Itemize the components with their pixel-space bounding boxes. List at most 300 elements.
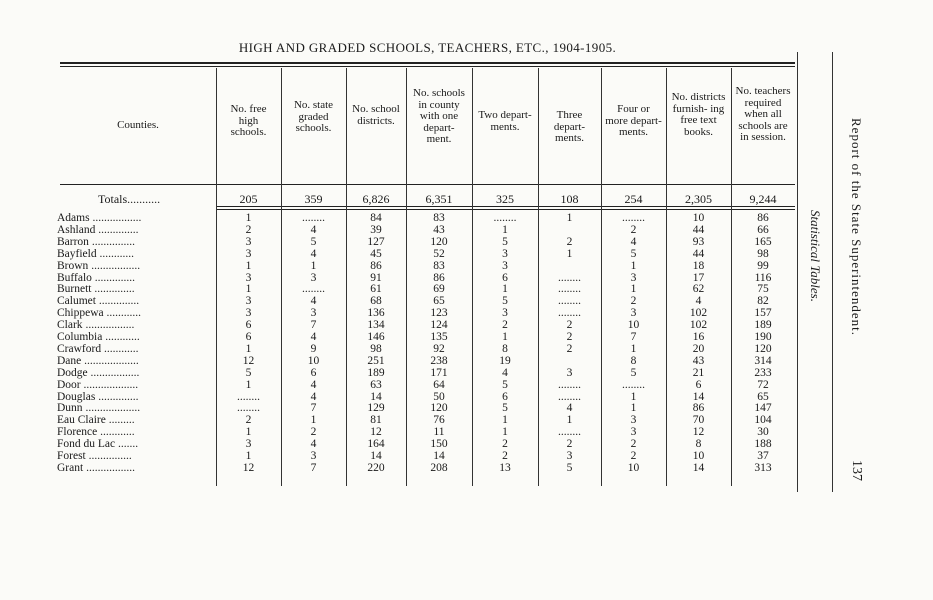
table-cell: 10 — [627, 319, 640, 332]
county-label: Clark — [57, 319, 83, 332]
county-label: Calumet — [57, 295, 96, 308]
table-cell: 1 — [245, 342, 252, 355]
table-cell: 4 — [310, 295, 317, 308]
table-cell: 10 — [692, 450, 705, 462]
table-cell: 104 — [754, 414, 772, 427]
county-label: Eau Claire — [57, 414, 106, 427]
table-cell: 1 — [245, 212, 252, 224]
table-cell: 98 — [757, 247, 769, 260]
table-cell: 2 — [566, 319, 573, 332]
table-cell: 2 — [566, 235, 573, 248]
table-cell: 6 — [502, 271, 508, 284]
table-cell: 1 — [630, 283, 637, 296]
table-cell: 14 — [692, 390, 705, 403]
table-cell: 116 — [754, 271, 772, 284]
table-cell: 102 — [689, 319, 708, 332]
table-cell: 3 — [245, 235, 252, 248]
table-cell: 129 — [367, 402, 385, 415]
table-cell: 12 — [242, 354, 255, 367]
county-label: Douglas — [57, 390, 96, 403]
table-cell: 4 — [310, 223, 317, 236]
table-cell: 50 — [433, 390, 445, 403]
county-name — [57, 224, 207, 236]
county-label: Burnett — [57, 283, 92, 296]
table-cell: ........ — [558, 426, 581, 439]
table-cell: 3 — [310, 450, 317, 462]
table-cell: 44 — [692, 247, 705, 260]
table-cell: 4 — [310, 438, 317, 451]
totals-label-text: Totals — [98, 192, 128, 206]
table-cell: ........ — [558, 378, 581, 391]
table-cell: 7 — [310, 402, 317, 415]
table-cell: 84 — [370, 212, 382, 224]
column-header: Four or more depart- ments. — [605, 103, 662, 138]
header-rule — [60, 184, 795, 185]
table-cell: 4 — [502, 366, 508, 379]
table-cell: 147 — [754, 402, 772, 415]
table-cell: ........ — [302, 212, 325, 224]
county-name — [57, 379, 207, 391]
county-name — [57, 391, 207, 403]
county-leader: ............ — [103, 307, 142, 320]
table-cell: 1 — [630, 259, 637, 272]
table-cell: 6 — [245, 319, 252, 332]
county-name — [57, 426, 207, 438]
table-cell: 188 — [754, 438, 772, 451]
column-divider — [601, 68, 602, 486]
county-label: Brown — [57, 259, 89, 272]
table-cell: 43 — [692, 354, 705, 367]
county-label: Columbia — [57, 331, 103, 343]
table-cell: 8 — [502, 342, 508, 355]
column-header: Counties. — [117, 119, 159, 131]
table-cell: 8 — [695, 438, 702, 451]
county-leader: ............ — [102, 331, 140, 343]
table-cell: 7 — [310, 461, 317, 474]
totals-leader: ........... — [127, 192, 161, 206]
county-name — [57, 260, 207, 272]
county-name — [57, 331, 207, 343]
county-name — [57, 450, 207, 462]
table-cell: 2 — [566, 438, 573, 451]
county-leader: .............. — [95, 223, 139, 236]
table-cell: 102 — [689, 307, 708, 320]
table-cell: 6 — [695, 378, 702, 391]
table-cell: 65 — [433, 295, 445, 308]
table-cell: 1 — [245, 450, 252, 462]
table-cell: 189 — [754, 319, 772, 332]
table-cell: 5 — [245, 366, 252, 379]
table-cell: 44 — [692, 223, 705, 236]
table-cell: 20 — [692, 342, 705, 355]
county-name — [57, 343, 207, 355]
column-header: Three depart- ments. — [553, 109, 586, 144]
table-cell: 4 — [310, 247, 317, 260]
county-name — [57, 236, 207, 248]
column-divider — [731, 68, 732, 486]
column-divider — [281, 68, 282, 486]
table-cell: 2 — [310, 426, 317, 439]
county-name — [57, 367, 207, 379]
table-cell: 3 — [630, 414, 637, 427]
table-cell: 10 — [627, 461, 640, 474]
county-name — [57, 355, 207, 367]
county-leader: ....... — [115, 438, 139, 451]
totals-cell: 108 — [560, 192, 579, 206]
column-header: No. teachers required when all schools are in session. — [735, 85, 791, 143]
table-cell: 10 — [307, 354, 320, 367]
table-cell: 3 — [630, 307, 637, 320]
table-cell: 5 — [630, 366, 637, 379]
table-cell: 39 — [370, 223, 382, 236]
table-cell: 92 — [433, 342, 445, 355]
table-cell: 83 — [433, 212, 445, 224]
side-subtitle: Statistical Tables. — [808, 210, 823, 302]
table-cell: 2 — [502, 438, 508, 451]
table-cell: 86 — [692, 402, 705, 415]
page-title: HIGH AND GRADED SCHOOLS, TEACHERS, ETC., 1904-1905. — [238, 40, 617, 55]
table-cell: 2 — [630, 223, 637, 236]
table-cell: 76 — [433, 414, 445, 427]
county-name — [57, 307, 207, 319]
county-label: Forest — [57, 450, 86, 462]
table-cell: 3 — [310, 307, 317, 320]
table-cell: 52 — [433, 247, 445, 260]
table-cell: 5 — [502, 402, 508, 415]
county-name — [57, 414, 207, 426]
county-name — [57, 248, 207, 260]
totals-cell: 205 — [239, 192, 258, 206]
county-leader: ................. — [82, 319, 135, 332]
table-cell: 164 — [367, 438, 385, 451]
table-cell: 1 — [502, 283, 508, 296]
table-cell: ........ — [558, 295, 581, 308]
side-title: Report of the State Superintendent. — [849, 118, 864, 337]
table-cell: 7 — [310, 319, 317, 332]
table-cell: 64 — [433, 378, 445, 391]
table-cell: 5 — [502, 235, 508, 248]
county-label: Dane — [57, 354, 82, 367]
table-cell: 4 — [566, 402, 573, 415]
table-cell: 238 — [430, 354, 448, 367]
table-cell: 4 — [310, 390, 317, 403]
table-cell: ........ — [558, 390, 581, 403]
table-cell: 136 — [367, 307, 385, 320]
county-label: Dunn — [57, 402, 83, 415]
column-header: No. free high schools. — [230, 103, 267, 138]
table-cell: 6 — [310, 366, 317, 379]
table-cell: 1 — [502, 426, 508, 439]
table-cell: 5 — [566, 461, 573, 474]
table-cell: 14 — [370, 390, 382, 403]
table-cell: 1 — [245, 283, 252, 296]
table-cell: 189 — [367, 366, 385, 379]
table-cell: 10 — [692, 212, 705, 224]
table-cell: 3 — [502, 247, 508, 260]
column-divider — [472, 68, 473, 486]
table-cell: 14 — [433, 450, 445, 462]
table-cell: 134 — [367, 319, 385, 332]
table-cell: 6 — [502, 390, 508, 403]
table-cell: 3 — [245, 307, 252, 320]
column-divider — [216, 68, 217, 486]
county-name — [57, 295, 207, 307]
column-divider — [406, 68, 407, 486]
county-leader: ................. — [88, 259, 141, 272]
table-cell: 3 — [245, 271, 252, 284]
table-cell: 1 — [566, 247, 573, 260]
table-cell: 14 — [692, 461, 705, 474]
table-cell: 45 — [370, 247, 382, 260]
table-cell: 9 — [310, 342, 317, 355]
table-cell: 1 — [310, 259, 317, 272]
table-cell: 4 — [630, 235, 637, 248]
table-cell: 1 — [566, 212, 573, 224]
table-cell: 5 — [502, 378, 508, 391]
table-cell: 2 — [630, 450, 637, 462]
top-rule-thin — [60, 66, 795, 67]
table-cell: 3 — [566, 366, 573, 379]
county-name — [57, 319, 207, 331]
county-label: Barron — [57, 235, 89, 248]
table-cell: 3 — [630, 271, 637, 284]
totals-cell: 2,305 — [685, 192, 712, 206]
table-cell: 1 — [310, 414, 317, 427]
table-cell: ........ — [237, 390, 260, 403]
table-cell: 165 — [754, 235, 772, 248]
totals-label — [98, 192, 160, 207]
table-cell: 99 — [757, 259, 769, 272]
table-cell: 2 — [566, 331, 573, 343]
table-cell: 1 — [566, 414, 573, 427]
county-leader: ................... — [81, 354, 139, 367]
county-leader: ............ — [101, 342, 139, 355]
table-cell: 17 — [692, 271, 705, 284]
table-cell: 124 — [430, 319, 448, 332]
county-name — [57, 272, 207, 284]
table-cell: 1 — [502, 331, 508, 343]
table-cell: ........ — [622, 378, 645, 391]
table-cell: 127 — [367, 235, 385, 248]
table-cell: 83 — [433, 259, 445, 272]
table-cell: 157 — [754, 307, 772, 320]
table-cell: 19 — [499, 354, 511, 367]
table-cell: 171 — [430, 366, 448, 379]
table-cell: 2 — [566, 342, 573, 355]
table-cell: 5 — [310, 235, 317, 248]
table-cell: 75 — [757, 283, 769, 296]
table-cell: 120 — [430, 235, 448, 248]
county-name — [57, 462, 207, 474]
table-cell: 66 — [757, 223, 769, 236]
table-cell: ........ — [302, 283, 325, 296]
county-leader: ................. — [87, 366, 140, 379]
table-cell: 1 — [630, 402, 637, 415]
totals-rule-2 — [216, 209, 795, 210]
table-cell: 314 — [754, 354, 772, 367]
column-header: No. state graded schools. — [293, 99, 334, 134]
table-cell: 2 — [245, 414, 252, 427]
table-cell: ........ — [558, 307, 581, 320]
table-cell: 150 — [430, 438, 448, 451]
table-cell: 2 — [502, 450, 508, 462]
table-cell: 2 — [245, 223, 252, 236]
column-divider — [346, 68, 347, 486]
column-divider — [666, 68, 667, 486]
table-cell: 123 — [430, 307, 448, 320]
table-cell: 12 — [692, 426, 705, 439]
table-cell: 61 — [370, 283, 382, 296]
table-cell: 81 — [370, 414, 382, 427]
table-cell: 3 — [502, 307, 508, 320]
table-cell: 72 — [757, 378, 769, 391]
county-leader: ............ — [96, 247, 134, 260]
table-cell: 43 — [433, 223, 445, 236]
table-cell: 2 — [502, 319, 508, 332]
table-cell: 1 — [245, 259, 252, 272]
column-header: Two depart- ments. — [478, 109, 532, 133]
table-cell: 1 — [502, 223, 508, 236]
table-cell: 5 — [502, 295, 508, 308]
county-label: Door — [57, 378, 81, 391]
totals-cell: 6,351 — [425, 192, 453, 206]
table-cell: 6 — [245, 331, 252, 343]
table-cell: 21 — [692, 366, 705, 379]
totals-cell: 6,826 — [362, 192, 390, 206]
county-label: Florence — [57, 426, 98, 439]
table-cell: 251 — [367, 354, 385, 367]
county-leader: .............. — [95, 390, 139, 403]
column-header: No. districts furnish- ing free text books. — [671, 91, 726, 138]
column-divider — [538, 68, 539, 486]
table-cell: 146 — [367, 331, 385, 343]
table-cell: 4 — [310, 331, 317, 343]
county-label: Dodge — [57, 366, 88, 379]
county-leader: ................. — [89, 212, 142, 224]
table-cell: 4 — [310, 378, 317, 391]
county-label: Buffalo — [57, 271, 92, 284]
table-cell: 86 — [757, 212, 769, 224]
county-label: Grant — [57, 461, 84, 474]
table-cell: 1 — [502, 414, 508, 427]
county-label: Chippewa — [57, 307, 104, 320]
county-label: Crawford — [57, 342, 102, 355]
table-cell: 3 — [245, 438, 252, 451]
table-cell: ........ — [622, 212, 645, 224]
table-cell: 4 — [695, 295, 702, 308]
table-cell: 30 — [757, 426, 769, 439]
table-cell: 18 — [692, 259, 705, 272]
table-cell: 208 — [430, 461, 448, 474]
table-cell: 86 — [433, 271, 445, 284]
table-cell: 14 — [370, 450, 382, 462]
county-leader: ............... — [85, 450, 132, 462]
table-cell: 12 — [370, 426, 382, 439]
table-cell: 16 — [692, 331, 705, 343]
table-cell: 68 — [370, 295, 382, 308]
table-cell: 190 — [754, 331, 772, 343]
table-cell: 1 — [245, 426, 252, 439]
county-leader: .............. — [95, 295, 140, 308]
county-leader: ................... — [82, 402, 141, 415]
page-number: 137 — [849, 460, 864, 481]
county-leader: ......... — [105, 414, 135, 427]
table-cell: 63 — [370, 378, 382, 391]
table-cell: ........ — [493, 212, 517, 224]
county-leader: .............. — [91, 283, 135, 296]
table-cell: 3 — [630, 426, 637, 439]
right-border-line — [797, 52, 798, 492]
table-cell: 37 — [757, 450, 769, 462]
table-cell: 135 — [430, 331, 448, 343]
county-leader: .............. — [91, 271, 136, 284]
table-cell: 1 — [630, 390, 637, 403]
totals-cell: 359 — [304, 192, 323, 206]
table-cell: 220 — [367, 461, 385, 474]
table-cell: 93 — [692, 235, 705, 248]
totals-cell: 9,244 — [749, 192, 777, 206]
table-cell: 3 — [566, 450, 573, 462]
outer-border-line — [832, 52, 833, 492]
table-cell: 98 — [370, 342, 382, 355]
county-leader: ............... — [88, 235, 135, 248]
county-label: Fond du Lac — [57, 438, 116, 451]
top-rule — [60, 62, 795, 64]
totals-cell: 254 — [624, 192, 643, 206]
table-cell: 2 — [630, 438, 637, 451]
table-cell: 70 — [692, 414, 705, 427]
table-cell: 62 — [692, 283, 705, 296]
table-cell: 1 — [630, 342, 637, 355]
table-cell: ........ — [237, 402, 260, 415]
county-name — [57, 283, 207, 295]
table-cell: 91 — [370, 271, 382, 284]
table-cell: 3 — [502, 259, 508, 272]
column-header: No. school districts. — [352, 103, 400, 127]
table-cell: 12 — [242, 461, 255, 474]
county-label: Bayfield — [57, 247, 97, 260]
table-cell: ........ — [558, 271, 581, 284]
totals-rule — [216, 206, 795, 207]
column-header: No. schools in county with one depart- ment. — [413, 87, 465, 145]
table-cell: 2 — [630, 295, 637, 308]
table-cell: 7 — [630, 331, 637, 343]
county-name — [57, 212, 207, 224]
county-leader: ............ — [97, 426, 135, 439]
table-cell: 313 — [754, 461, 772, 474]
table-cell: 65 — [757, 390, 769, 403]
county-name — [57, 438, 207, 450]
table-cell: ........ — [558, 283, 581, 296]
table-cell: 120 — [754, 342, 772, 355]
table-cell: 86 — [370, 259, 382, 272]
county-leader: ................... — [80, 378, 139, 391]
table-cell: 3 — [245, 247, 252, 260]
table-cell: 3 — [310, 271, 317, 284]
totals-cell: 325 — [496, 192, 514, 206]
table-cell: 3 — [245, 295, 252, 308]
county-leader: ................. — [83, 461, 135, 474]
table-cell: 5 — [630, 247, 637, 260]
county-label: Adams — [57, 212, 90, 224]
table-cell: 11 — [433, 426, 445, 439]
table-cell: 13 — [499, 461, 511, 474]
county-name — [57, 402, 207, 414]
table-cell: 233 — [754, 366, 772, 379]
table-cell: 120 — [430, 402, 448, 415]
table-cell: 1 — [245, 378, 252, 391]
table-cell: 82 — [757, 295, 769, 308]
